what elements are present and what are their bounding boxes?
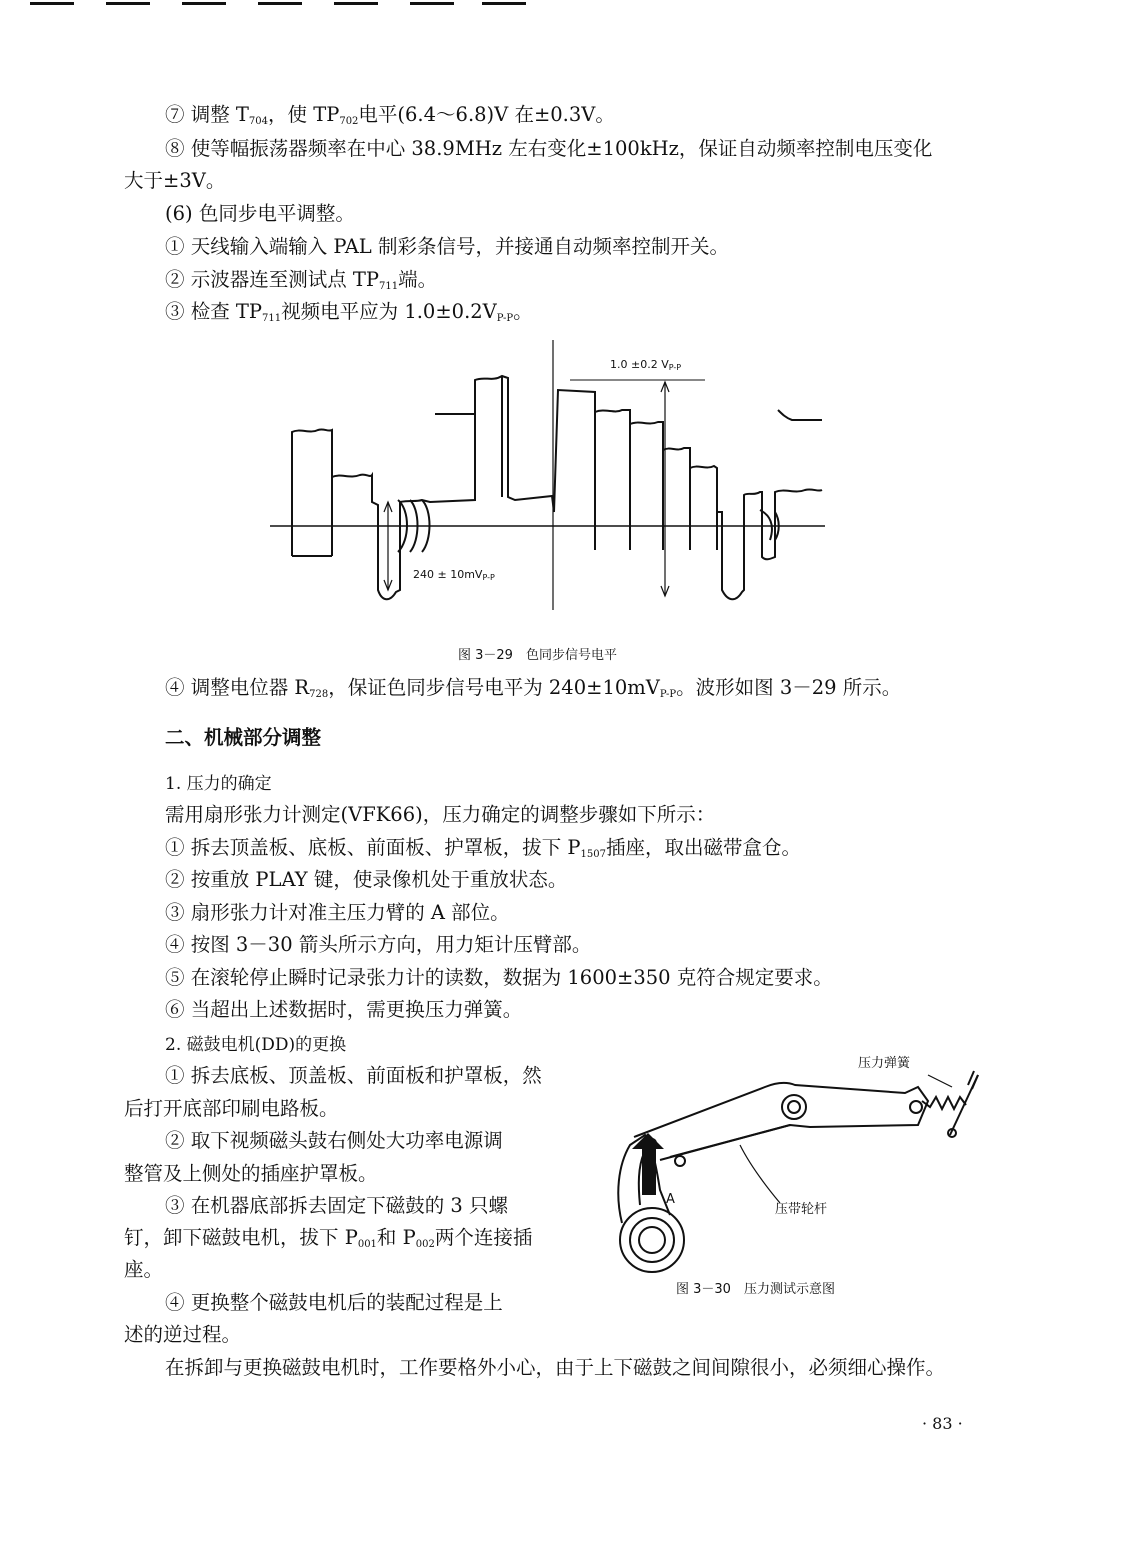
section-2-heading: 二、机械部分调整 xyxy=(165,726,322,749)
item-7: ⑦ 调整 $T_{704}$，使 $TP_{702}$电平(6.4～6.8)V 在±0.3V。 xyxy=(165,103,615,127)
burst-waveform-figure xyxy=(270,340,830,610)
drum-step-1-line-2: 后打开底部印刷电路板。 xyxy=(124,1097,339,1120)
drum-step-1-line-1: ① 拆去底板、顶盖板、前面板和护罩板，然 xyxy=(165,1064,542,1087)
drum-step-3-line-1: ③ 在机器底部拆去固定下磁鼓的 3 只螺 xyxy=(165,1194,509,1217)
figure-30-caption: 图 3－30 压力测试示意图 xyxy=(676,1282,835,1297)
page-number: · 83 · xyxy=(922,1414,963,1433)
drum-step-3-line-2: 钉，卸下磁鼓电机，拔下 $P_{001}$和 $P_{002}$两个连接插 xyxy=(124,1226,533,1250)
svg-text:压力弹簧: 压力弹簧 xyxy=(858,1056,911,1071)
step-1: ① 天线输入端输入 PAL 制彩条信号，并接通自动频率控制开关。 xyxy=(165,235,729,258)
subsection-1-title: 1. 压力的确定 xyxy=(165,774,272,794)
scan-top-marks xyxy=(30,0,530,8)
svg-text:1.0 ±0.2 VP-P: 1.0 ±0.2 VP-P xyxy=(610,358,682,372)
pressure-step-1: ① 拆去顶盖板、底板、前面板、护罩板，拔下 $P_{1507}$插座，取出磁带盒仓。 xyxy=(165,836,801,860)
drum-step-4-line-1: ④ 更换整个磁鼓电机后的装配过程是上 xyxy=(165,1291,503,1314)
pressure-intro: 需用扇形张力计测定(VFK66)，压力确定的调整步骤如下所示： xyxy=(165,803,716,826)
subsection-2-title: 2. 磁鼓电机(DD)的更换 xyxy=(165,1035,347,1055)
step-3: ③ 检查 $TP_{711}$视频电平应为 $1.0\pm 0.2V_{P-P}$。 xyxy=(165,300,533,324)
step-2: ② 示波器连至测试点 $TP_{711}$端。 xyxy=(165,268,438,292)
drum-step-3-line-3: 座。 xyxy=(124,1258,164,1281)
pressure-step-2: ② 按重放 PLAY 键，使录像机处于重放状态。 xyxy=(165,868,568,891)
svg-text:压带轮杆: 压带轮杆 xyxy=(775,1202,828,1217)
svg-text:A: A xyxy=(666,1192,675,1207)
svg-text:240 ± 10mVP-P: 240 ± 10mVP-P xyxy=(413,568,495,582)
pressure-step-4: ④ 按图 3－30 箭头所示方向，用力矩计压臂部。 xyxy=(165,933,592,956)
drum-final-note: 在拆卸与更换磁鼓电机时，工作要格外小心，由于上下磁鼓之间间隙很小，必须细心操作。 xyxy=(165,1356,946,1379)
pressure-step-3: ③ 扇形张力计对准主压力臂的 A 部位。 xyxy=(165,901,510,924)
pressure-step-6: ⑥ 当超出上述数据时，需更换压力弹簧。 xyxy=(165,998,523,1021)
item-8-line-2: 大于±3V。 xyxy=(124,169,226,192)
pressure-step-5: ⑤ 在滚轮停止瞬时记录张力计的读数，数据为 1600±350 克符合规定要求。 xyxy=(165,966,833,989)
drum-step-2-line-1: ② 取下视频磁头鼓右侧处大功率电源调 xyxy=(165,1129,503,1152)
figure-29-caption: 图 3－29 色同步信号电平 xyxy=(458,648,617,663)
drum-step-2-line-2: 整管及上侧处的插座护罩板。 xyxy=(124,1162,378,1185)
subsection-6-title: (6) 色同步电平调整。 xyxy=(165,202,355,225)
item-8-line-1: ⑧ 使等幅振荡器频率在中心 38.9MHz 左右变化±100kHz，保证自动频率控制电压变化 xyxy=(165,137,933,160)
pressure-arm-figure xyxy=(600,1045,1000,1275)
drum-step-4-line-2: 述的逆过程。 xyxy=(124,1323,242,1346)
step-4: ④ 调整电位器 $R_{728}$，保证色同步信号电平为 $240\pm 10mV_{P-P}$。波形如图 3－29 所示。 xyxy=(165,676,902,700)
